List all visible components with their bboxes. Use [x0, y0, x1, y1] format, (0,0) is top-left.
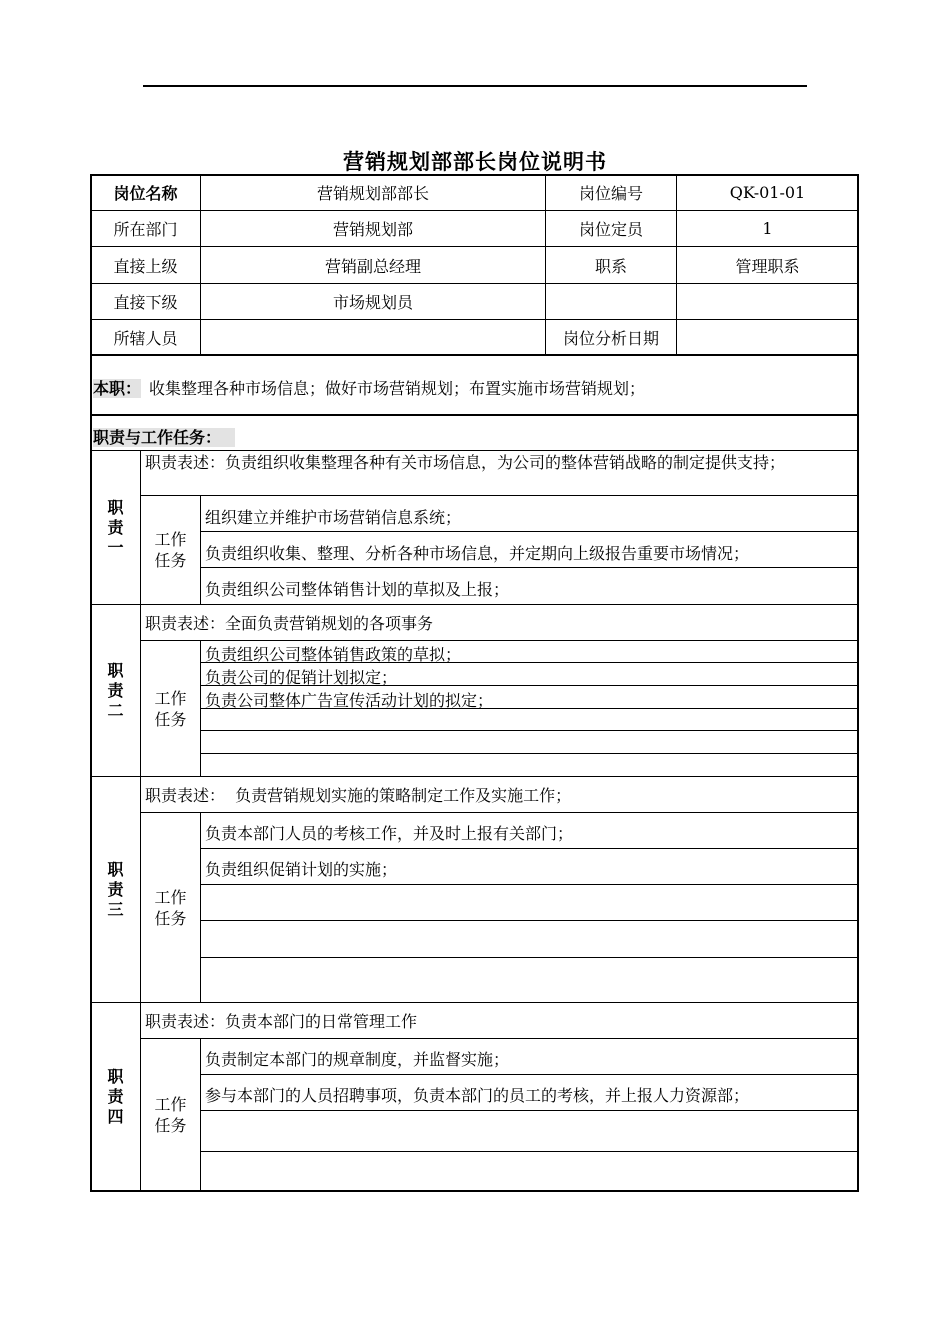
- duty-2-description: 职责表述：全面负责营销规划的各项事务: [145, 614, 434, 633]
- value-direct-subordinate: 市场规划员: [332, 293, 413, 312]
- label-position-name: 岗位名称: [113, 184, 178, 203]
- label-headcount: 岗位定员: [578, 220, 643, 239]
- duty-4-label: 职 责 四: [107, 1067, 124, 1126]
- duty-4-work-label: 工作 任务: [154, 1095, 187, 1135]
- value-department: 营销规划部: [332, 220, 413, 239]
- value-job-family: 管理职系: [735, 256, 800, 276]
- label-position-code: 岗位编号: [578, 184, 643, 203]
- main-duty-text: 收集整理各种市场信息；做好市场营销规划；布置实施市场营销规划；: [149, 379, 646, 398]
- header-rule: [143, 85, 807, 87]
- page-title: 营销规划部部长岗位说明书: [343, 149, 607, 174]
- duty-2-label: 职 责 二: [107, 660, 124, 720]
- label-staff-under: 所辖人员: [113, 328, 178, 348]
- duty-3-task-2: 负责组织促销计划的实施；: [205, 860, 398, 879]
- duty-1-label: 职 责 一: [107, 497, 124, 557]
- section-header: [93, 425, 235, 448]
- duty-3-task-1: 负责本部门人员的考核工作，并及时上报有关部门；: [205, 824, 574, 843]
- duty-4-description: 职责表述：负责本部门的日常管理工作: [145, 1012, 418, 1031]
- value-headcount: 1: [762, 219, 773, 238]
- duty-1-description: 职责表述：负责组织收集整理各种有关市场信息，为公司的整体营销战略的制定提供支持；: [145, 453, 786, 472]
- duty-2-work-label: 工作 任务: [154, 688, 187, 729]
- duty-1-task-3: 负责组织公司整体销售计划的草拟及上报；: [205, 580, 510, 599]
- label-direct-subordinate: 直接下级: [113, 293, 178, 312]
- value-position-code: QK-01-01: [729, 183, 806, 202]
- duty-3-description: 职责表述： 负责营销规划实施的策略制定工作及实施工作；: [145, 786, 572, 805]
- duty-2-task-2: 负责公司的促销计划拟定；: [205, 668, 398, 687]
- duty-4-task-1: 负责制定本部门的规章制度，并监督实施；: [205, 1050, 510, 1069]
- duty-4-task-2: 参与本部门的人员招聘事项，负责本部门的员工的考核，并上报人力资源部；: [205, 1086, 750, 1105]
- label-direct-superior: 直接上级: [113, 256, 178, 276]
- duty-2-task-3: 负责公司整体广告宣传活动计划的拟定；: [205, 691, 494, 710]
- duty-1-task-2: 负责组织收集、整理、分析各种市场信息，并定期向上级报告重要市场情况；: [205, 544, 750, 563]
- duty-2-task-1: 负责组织公司整体销售政策的草拟；: [205, 645, 462, 664]
- duty-3-label: 职 责 三: [107, 859, 124, 919]
- main-duty-label: 本职：: [93, 379, 142, 398]
- value-position-name: 营销规划部部长: [316, 184, 429, 203]
- label-analysis-date: 岗位分析日期: [562, 328, 659, 348]
- duty-3-work-label: 工作 任务: [154, 887, 187, 928]
- value-direct-superior: 营销副总经理: [324, 256, 421, 276]
- duty-1-work-label: 工作 任务: [154, 530, 187, 570]
- label-job-family: 职系: [594, 256, 627, 276]
- duty-1-task-1: 组织建立并维护市场营销信息系统；: [205, 508, 462, 527]
- label-department: 所在部门: [113, 220, 178, 239]
- section-header-label: 职责与工作任务：: [93, 428, 222, 447]
- main-duty-row: [93, 376, 645, 399]
